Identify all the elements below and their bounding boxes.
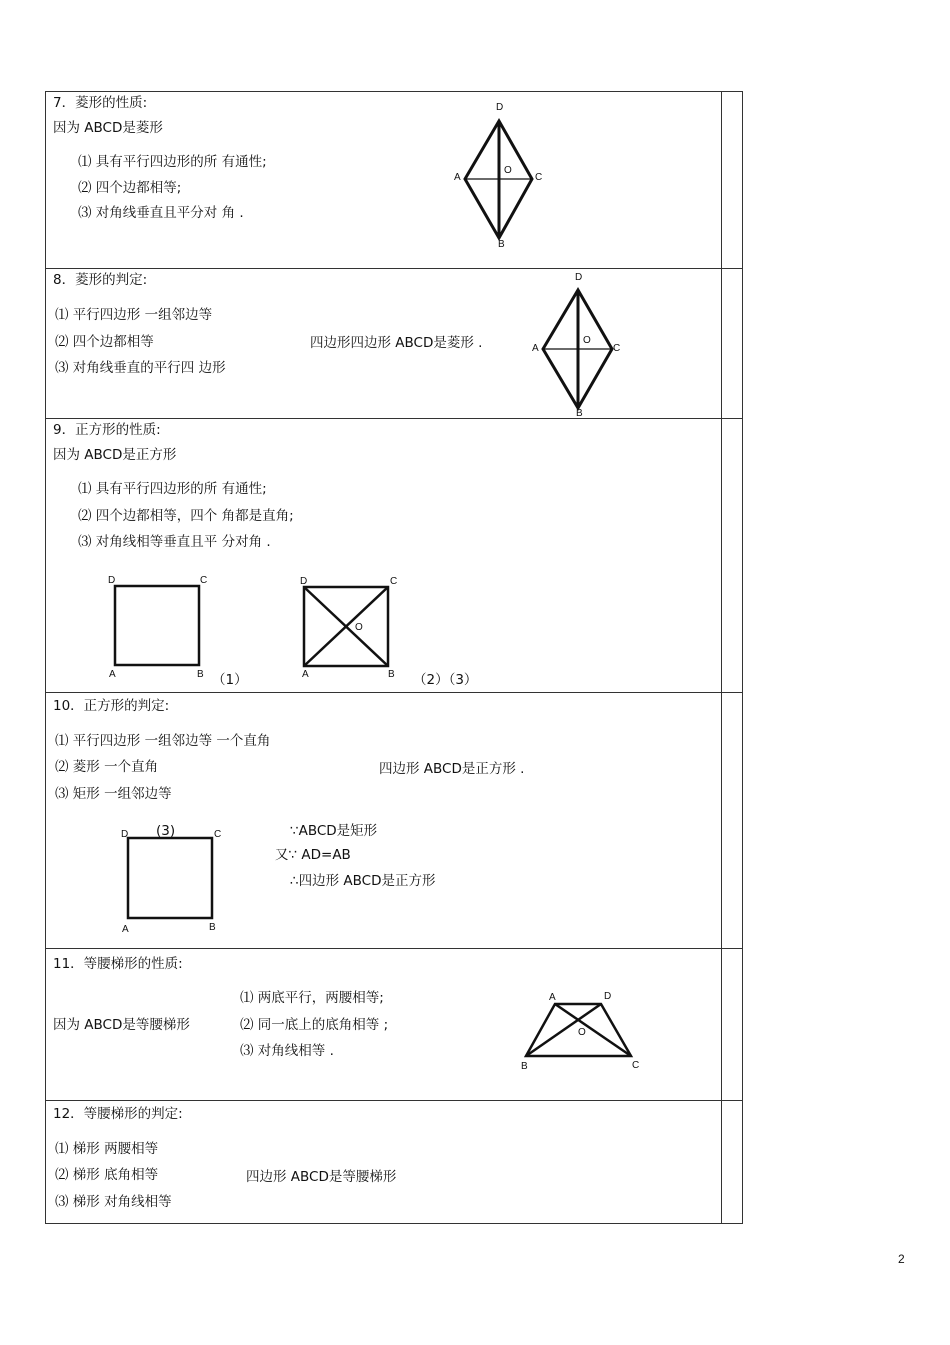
- s7-title: 7．菱形的性质:: [53, 95, 148, 111]
- s11-property-3: ⑶ 对角线相等 .: [240, 1043, 334, 1059]
- s8-title: 8．菱形的判定:: [53, 272, 148, 288]
- s10-conclusion: 四边形 ABCD是正方形 .: [379, 761, 525, 777]
- s9-property-3: ⑶ 对角线相等垂直且平 分对角 .: [78, 534, 271, 550]
- s12-criterion-3: ⑶ 梯形 对角线相等: [55, 1194, 172, 1210]
- s7-label-o: O: [504, 165, 512, 176]
- s11-property-2: ⑵ 同一底上的底角相等 ;: [240, 1017, 389, 1033]
- s9-fig2-label-o: O: [355, 622, 363, 633]
- s9-fig1-label-b: B: [197, 669, 204, 680]
- s9-fig1-caption: （1）: [212, 672, 248, 688]
- s9-fig2-label-a: A: [302, 669, 309, 680]
- s11-label-c: C: [632, 1060, 640, 1071]
- s8-label-b: B: [576, 408, 583, 419]
- s9-fig1-label-d: D: [108, 575, 116, 586]
- s10-label-b: B: [209, 922, 216, 933]
- s9-property-1: ⑴ 具有平行四边形的所 有通性;: [78, 481, 267, 497]
- s11-label-a: A: [549, 992, 556, 1003]
- s7-label-a: A: [454, 172, 461, 183]
- s7-property-3: ⑶ 对角线垂直且平分对 角 .: [78, 205, 244, 221]
- s10-title: 10．正方形的判定:: [53, 698, 170, 714]
- s11-label-d: D: [604, 991, 612, 1002]
- s7-label-d: D: [496, 102, 504, 113]
- s8-label-a: A: [532, 343, 539, 354]
- s7-property-2: ⑵ 四个边都相等;: [78, 180, 182, 196]
- s7-property-1: ⑴ 具有平行四边形的所 有通性;: [78, 154, 267, 170]
- s8-label-o: O: [583, 335, 591, 346]
- s11-title: 11．等腰梯形的性质:: [53, 956, 183, 972]
- s9-fig2-caption: （2）（3）: [413, 672, 478, 688]
- s10-label-d: D: [121, 829, 129, 840]
- s7-premise: 因为 ABCD是菱形: [53, 120, 163, 136]
- s10-criterion-1: ⑴ 平行四边形 一组邻边等 一个直角: [55, 733, 271, 749]
- s10-fig-caption: (3): [156, 823, 176, 839]
- s9-fig2-label-b: B: [388, 669, 395, 680]
- s11-property-1: ⑴ 两底平行，两腰相等;: [240, 990, 384, 1006]
- s12-conclusion: 四边形 ABCD是等腰梯形: [246, 1169, 397, 1185]
- s11-label-b: B: [521, 1061, 528, 1072]
- s9-premise: 因为 ABCD是正方形: [53, 447, 177, 463]
- s12-criterion-1: ⑴ 梯形 两腰相等: [55, 1141, 159, 1157]
- s10-proof-line-3: ∴四边形 ABCD是正方形: [290, 873, 436, 889]
- s11-label-o: O: [578, 1027, 586, 1038]
- s10-proof-line-2: 又∵ AD=AB: [275, 847, 351, 863]
- s9-fig2-label-d: D: [300, 576, 308, 587]
- s10-criterion-3: ⑶ 矩形 一组邻边等: [55, 786, 172, 802]
- s10-label-c: C: [214, 829, 222, 840]
- s10-proof-line-1: ∵ABCD是矩形: [290, 823, 378, 839]
- s9-fig1-label-c: C: [200, 575, 208, 586]
- s9-title: 9．正方形的性质:: [53, 422, 161, 438]
- s12-title: 12．等腰梯形的判定:: [53, 1106, 183, 1122]
- s7-label-c: C: [535, 172, 543, 183]
- s8-criterion-3: ⑶ 对角线垂直的平行四 边形: [55, 360, 226, 376]
- s8-criterion-2: ⑵ 四个边都相等: [55, 334, 154, 350]
- s8-label-c: C: [613, 343, 621, 354]
- page-number: 2: [898, 1252, 905, 1266]
- s9-fig2-label-c: C: [390, 576, 398, 587]
- s8-conclusion: 四边形四边形 ABCD是菱形 .: [310, 335, 483, 351]
- s9-property-2: ⑵ 四个边都相等，四个 角都是直角;: [78, 508, 294, 524]
- s12-criterion-2: ⑵ 梯形 底角相等: [55, 1167, 159, 1183]
- s9-fig1-label-a: A: [109, 669, 116, 680]
- s8-criterion-1: ⑴ 平行四边形 一组邻边等: [55, 307, 213, 323]
- s8-label-d: D: [575, 272, 583, 283]
- s11-premise: 因为 ABCD是等腰梯形: [53, 1017, 190, 1033]
- s7-label-b: B: [498, 239, 505, 250]
- s10-label-a: A: [122, 924, 129, 935]
- s10-criterion-2: ⑵ 菱形 一个直角: [55, 759, 159, 775]
